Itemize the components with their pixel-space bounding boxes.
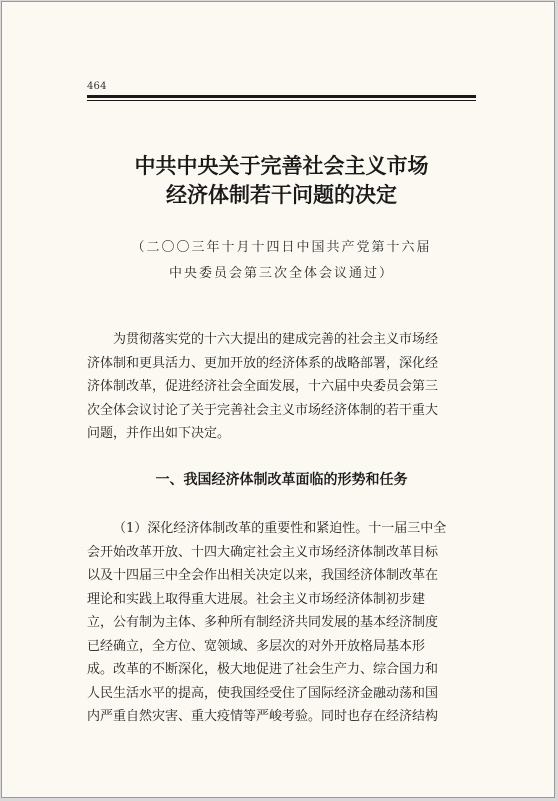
document-subtitle — [87, 235, 476, 287]
paragraph-line: （1）深化经济体制改革的重要性和紧迫性。十一届三中全 — [113, 521, 447, 536]
paragraph-line: 问题，并作出如下决定。 — [87, 426, 231, 441]
paragraph-line: 已经确立，全方位、宽领域、多层次的对外开放格局基本形 — [87, 638, 426, 654]
paragraph-line: 济体制和更具活力、更加开放的经济体系的战略部署，深化经 — [87, 355, 439, 371]
paragraph-line: 理论和实践上取得重大进展。社会主义市场经济体制初步建 — [87, 591, 426, 607]
subtitle-line: 中央委员会第三次全体会议通过） — [168, 266, 394, 281]
section-paragraph — [87, 517, 477, 729]
header-rule-thin — [87, 100, 476, 101]
paragraph-line: 成。改革的不断深化，极大地促进了社会生产力、综合国力和 — [87, 662, 439, 677]
document-title — [87, 152, 476, 210]
header-rule-thick — [87, 95, 476, 98]
intro-paragraph — [87, 328, 477, 446]
subtitle-line: （二〇〇三年十月十四日中国共产党第十六届 — [131, 240, 432, 255]
paragraph-line: 为贯彻落实党的十六大提出的建成完善的社会主义市场经 — [113, 332, 439, 347]
page-number: 464 — [87, 81, 107, 92]
section-heading: 一、我国经济体制改革面临的形势和任务 — [155, 472, 408, 488]
paragraph-line: 以及十四届三中全会作出相关决定以来，我国经济体制改革在 — [87, 568, 439, 583]
paragraph-line: 立，公有制为主体、多种所有制经济共同发展的基本经济制度 — [87, 615, 439, 630]
paragraph-line: 内严重自然灾害、重大疫情等严峻考验。同时也存在经济结构 — [87, 709, 439, 724]
paragraph-line: 次全体会议讨论了关于完善社会主义市场经济体制的若干重大 — [87, 402, 439, 418]
title-line: 中共中央关于完善社会主义市场 — [134, 154, 429, 178]
title-line: 经济体制若干问题的决定 — [166, 183, 397, 207]
paragraph-line: 济体制改革，促进经济社会全面发展，十六届中央委员会第三 — [87, 379, 439, 394]
paragraph-line: 会开始改革开放、十四大确定社会主义市场经济体制改革目标 — [87, 544, 439, 560]
paragraph-line: 人民生活水平的提高，使我国经受住了国际经济金融动荡和国 — [87, 685, 439, 701]
document-page — [1, 1, 555, 798]
